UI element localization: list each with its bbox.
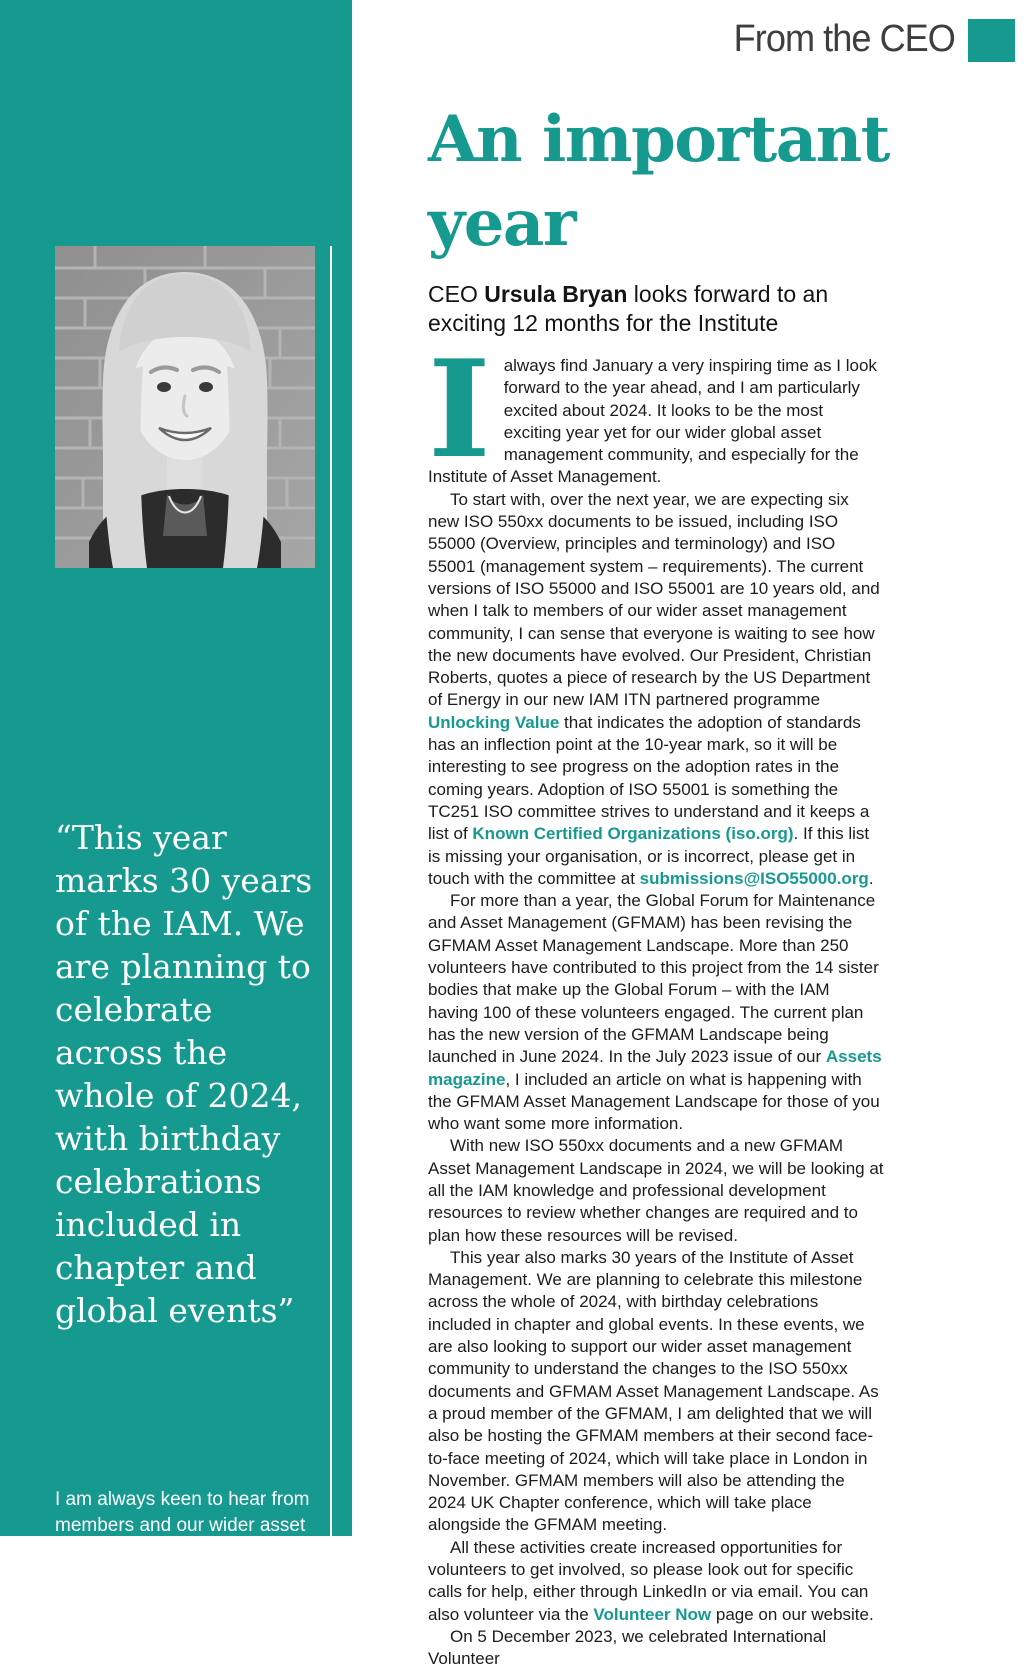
body-paragraph bbox=[428, 1135, 884, 1246]
paragraph-text: . bbox=[868, 868, 874, 888]
drop-cap: I bbox=[428, 330, 491, 488]
sidebar-footer-text: I am always keen to hear from members and our wider asset bbox=[55, 1489, 310, 1536]
body-paragraph bbox=[428, 1247, 884, 1537]
paragraph-text: All these activities create increased opportunities for volunteers to get involved, so please look out for specific calls for help, either through LinkedIn or via email. You can also volunteer via the bbox=[428, 1537, 869, 1624]
vertical-divider bbox=[330, 246, 332, 1536]
body-paragraph bbox=[428, 890, 884, 1135]
paragraph-text: To start with, over the next year, we are expecting six new ISO 550xx documents to be issued, including ISO 55000 (Overview, principles and terminology) and ISO 55001 (management system – requirements). The current versions of ISO 55000 and ISO 55001 are 10 years old, and when I talk to members of our wider asset management community, I can sense that everyone is waiting to see how the new documents have evolved. Our President, Christian Roberts, quotes a piece of research by the US Department of Energy in our new IAM ITN partnered programme bbox=[428, 489, 880, 710]
paragraph-text: This year also marks 30 years of the Institute of Asset Management. We are planning to celebrate this milestone across the whole of 2024, with birthday celebrations included in chapter and global events. In these events, we are also looking to support our wider asset management community to understand the changes to the ISO 550xx documents and GFMAM Asset Management Landscape. As a proud member of the GFMAM, I am delighted that we will also be hosting the GFMAM members at their second face-to-face meeting of 2024, which will take place in London in November. GFMAM members will also be attending the 2024 UK Chapter conference, which will take place alongside the GFMAM meeting. bbox=[428, 1247, 879, 1535]
paragraph-text: page on our website. bbox=[711, 1604, 874, 1624]
standfirst bbox=[428, 280, 884, 338]
title-line-1: An important bbox=[428, 102, 889, 177]
section-header: From the CEO bbox=[733, 18, 955, 60]
link-unlocking-value[interactable]: Unlocking Value bbox=[428, 712, 560, 732]
header-accent-square bbox=[968, 19, 1015, 62]
body-paragraph bbox=[428, 1537, 884, 1626]
article-column bbox=[428, 98, 889, 1671]
body-paragraph bbox=[428, 330, 884, 489]
sidebar-panel bbox=[0, 0, 352, 1536]
body-paragraph bbox=[428, 489, 884, 890]
paragraph-text: On 5 December 2023, we celebrated International Volunteer bbox=[428, 1626, 827, 1669]
title-line-2: year bbox=[428, 186, 576, 261]
paragraph-text: that indicates the adoption of standards has an inflection point at the 10-year mark, so it will be interesting to see progress on the adoption rates in the coming years. Adoption of ISO 55001 is something the TC251 ISO committee strives to understand and it keeps a list of bbox=[428, 712, 870, 844]
body-paragraph bbox=[428, 1626, 884, 1671]
standfirst-prefix: CEO bbox=[428, 281, 485, 307]
pull-quote: “This year marks 30 years of the IAM. We are planning to celebrate across the whole of 2024, with birthday celebrations included in chapter and global events” bbox=[55, 818, 313, 1330]
article-body bbox=[428, 330, 884, 1671]
portrait-illustration bbox=[55, 246, 315, 568]
paragraph-text: For more than a year, the Global Forum for Maintenance and Asset Management (GFMAM) has been revising the GFMAM Asset Management Landscape. More than 250 volunteers have contributed to this project from the 14 sister bodies that make up the Global Forum – with the IAM having 100 of these volunteers engaged. The current plan has the new version of the GFMAM Landscape being launched in June 2024. In the July 2023 issue of our bbox=[428, 891, 879, 1067]
link-assets-magazine[interactable]: Assets magazine bbox=[428, 1047, 882, 1089]
article-title bbox=[428, 98, 889, 266]
paragraph-text: , I included an article on what is happening with the GFMAM Asset Management Landscape for those of you who want some more information. bbox=[428, 1069, 880, 1134]
link-volunteer-now[interactable]: Volunteer Now bbox=[593, 1604, 712, 1624]
ceo-portrait-photo bbox=[55, 246, 315, 568]
paragraph-text: always find January a very inspiring time as I look forward to the year ahead, and I am particularly excited about 2024. It looks to be the most exciting year yet for our wider global asset management community, and especially for the Institute of Asset Management. bbox=[428, 356, 877, 487]
paragraph-text: With new ISO 550xx documents and a new GFMAM Asset Management Landscape in 2024, we will be looking at all the IAM knowledge and professional development resources to review whether changes are required and to plan how these resources will be revised. bbox=[428, 1136, 884, 1245]
link-submissions-email[interactable]: submissions@ISO55000.org bbox=[639, 868, 869, 888]
link-known-certified-organizations[interactable]: Known Certified Organizations (iso.org) bbox=[472, 824, 794, 844]
paragraph-text: . If this list is missing your organisation, or is incorrect, please get in touch with the committee at bbox=[428, 824, 870, 888]
author-name: Ursula Bryan bbox=[484, 281, 628, 307]
standfirst-suffix: looks forward to an exciting 12 months for the Institute bbox=[428, 281, 829, 336]
